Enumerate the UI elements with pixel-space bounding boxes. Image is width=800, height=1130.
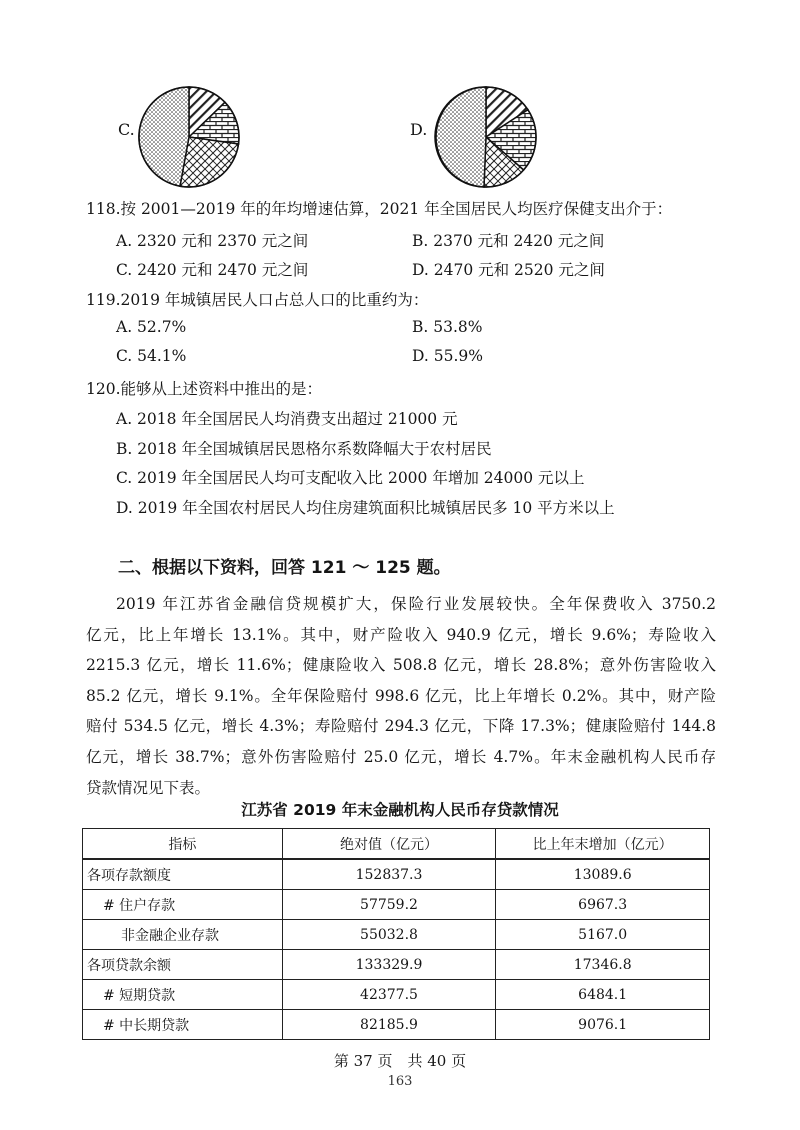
page-footer: 第 37 页 共 40 页 [333, 1052, 467, 1070]
row-value: 152837.3 [282, 859, 496, 890]
question-120-option-b[interactable]: B. 2018 年全国城镇居民恩格尔系数降幅大于农村居民 [116, 440, 492, 458]
row-value: 55032.8 [282, 920, 496, 950]
row-increase: 9076.1 [496, 1010, 710, 1040]
row-increase: 17346.8 [496, 950, 710, 980]
question-119-stem: 119.2019 年城镇居民人口占总人口的比重约为： [86, 291, 429, 309]
row-indicator: 各项贷款余额 [83, 950, 283, 980]
row-increase: 6484.1 [496, 980, 710, 1010]
row-indicator: # 短期贷款 [83, 980, 283, 1010]
table-row [83, 1010, 710, 1040]
question-120-option-d[interactable]: D. 2019 年全国农村居民人均住房建筑面积比城镇居民多 10 平方米以上 [116, 499, 615, 517]
column-header-absolute-value: 绝对值（亿元） [282, 829, 496, 860]
row-value: 42377.5 [282, 980, 496, 1010]
row-increase: 13089.6 [496, 859, 710, 890]
table-row [83, 890, 710, 920]
row-increase: 6967.3 [496, 890, 710, 920]
row-value: 57759.2 [282, 890, 496, 920]
table-row [83, 859, 710, 890]
column-header-indicator: 指标 [83, 829, 283, 860]
paragraph-line: 85.2 亿元，增长 9.1%。全年保险赔付 998.6 亿元，比上年增长 0.2%。其中，财产险 [86, 686, 716, 705]
table-header-row [83, 829, 710, 860]
paragraph-line: 2215.3 亿元，增长 11.6%；健康险收入 508.8 亿元，增长 28.8%；意外伤害险收入 [86, 656, 716, 675]
paragraph-line: 赔付 534.5 亿元，增长 4.3%；寿险赔付 294.3 亿元，下降 17.3%；健康险赔付 144.8 [86, 717, 716, 736]
question-120-option-a[interactable]: A. 2018 年全国居民人均消费支出超过 21000 元 [116, 410, 458, 428]
column-header-increase: 比上年末增加（亿元） [496, 829, 710, 860]
row-indicator: # 中长期贷款 [83, 1010, 283, 1040]
table-row [83, 950, 710, 980]
question-118-option-a[interactable]: A. 2320 元和 2370 元之间 [116, 232, 309, 250]
question-118-option-d[interactable]: D. 2470 元和 2520 元之间 [412, 261, 605, 279]
question-120-option-c[interactable]: C. 2019 年全国居民人均可支配收入比 2000 年增加 24000 元以上 [116, 469, 585, 487]
paragraph-line: 贷款情况见下表。 [86, 778, 211, 797]
paragraph-line: 亿元，增长 38.7%；意外伤害险赔付 25.0 亿元，增长 4.7%。年末金融机构人民币存 [86, 747, 716, 766]
row-value: 133329.9 [282, 950, 496, 980]
option-c-label: C. [118, 120, 135, 139]
paragraph-line: 2019 年江苏省金融信贷规模扩大，保险行业发展较快。全年保费收入 3750.2 [116, 595, 716, 613]
question-118-option-b[interactable]: B. 2370 元和 2420 元之间 [412, 232, 605, 250]
question-118-stem: 118.按 2001—2019 年的年均增速估算，2021 年全国居民人均医疗保健支出介于： [86, 200, 673, 218]
table-row [83, 920, 710, 950]
question-119-option-d[interactable]: D. 55.9% [412, 347, 483, 365]
row-increase: 5167.0 [496, 920, 710, 950]
question-120-stem: 120.能够从上述资料中推出的是： [86, 380, 323, 398]
question-119-option-b[interactable]: B. 53.8% [412, 318, 483, 336]
question-119-option-c[interactable]: C. 54.1% [116, 347, 187, 365]
question-118-option-c[interactable]: C. 2420 元和 2470 元之间 [116, 261, 309, 279]
pie-chart-option-c [134, 82, 244, 192]
deposit-loan-table [82, 828, 710, 1040]
row-indicator: 各项存款额度 [83, 859, 283, 890]
row-indicator: 非金融企业存款 [83, 920, 283, 950]
page-number: 163 [387, 1074, 413, 1089]
row-indicator: # 住户存款 [83, 890, 283, 920]
row-value: 82185.9 [282, 1010, 496, 1040]
question-119-option-a[interactable]: A. 52.7% [116, 318, 187, 336]
paragraph-line: 亿元，比上年增长 13.1%。其中，财产险收入 940.9 亿元，增长 9.6%；寿险收入 [86, 625, 716, 644]
option-d-label: D. [410, 120, 428, 139]
section-heading: 二、根据以下资料，回答 121 ～ 125 题。 [118, 558, 451, 578]
table-title: 江苏省 2019 年末金融机构人民币存贷款情况 [241, 801, 559, 819]
pie-chart-option-d [431, 82, 541, 192]
section-paragraph [86, 589, 716, 803]
table-row [83, 980, 710, 1010]
